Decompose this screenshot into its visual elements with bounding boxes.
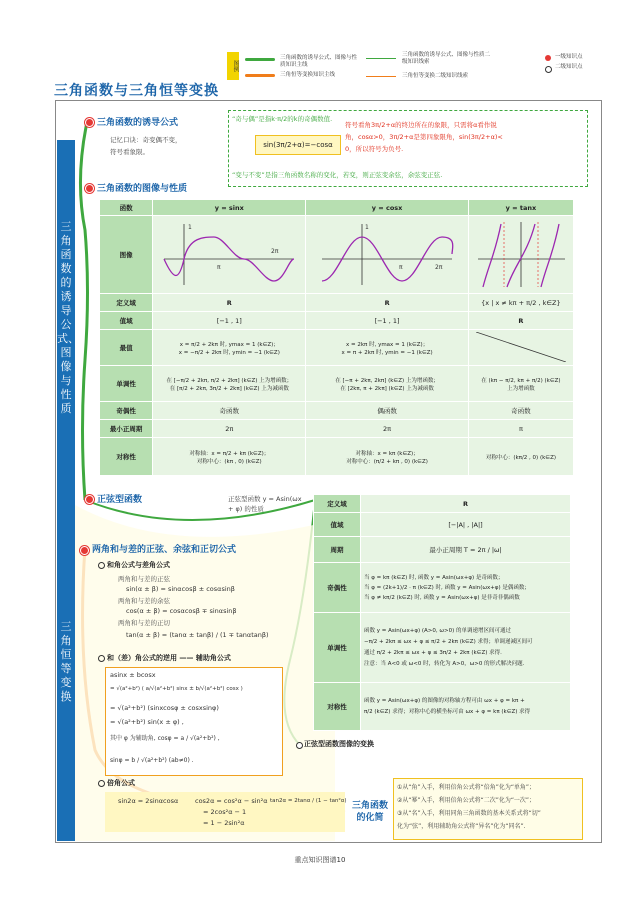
level1-dot-icon — [545, 55, 551, 61]
cos-extremum: x = 2kπ 时, ymax = 1 (k∈Z)； x = π + 2kπ 时, ymin = −1 (k∈Z) — [306, 330, 468, 366]
node-sum-sub2-icon — [98, 655, 105, 662]
sum-l3: 两角和与差的正切 — [118, 619, 170, 627]
legend-line-sub-green — [366, 58, 396, 59]
aux-a1: asinx ± bcosx — [110, 671, 156, 679]
svg-text:π: π — [399, 263, 403, 271]
row-label-parity: 奇偶性 — [100, 402, 153, 420]
node-double-angle-icon — [98, 780, 105, 787]
sum-f3: tan(α ± β) = (tanα ± tanβ) / (1 ∓ tanαtanβ) — [126, 631, 269, 639]
double-angle-title: 倍角公式 — [107, 779, 135, 787]
induction-example: sin(3π/2+α)=−cosα — [255, 135, 341, 155]
sine-row-value-2: 最小正周期 T = 2π / |ω| — [361, 537, 571, 563]
legend-line-main-green — [245, 58, 275, 61]
tan-curve-icon — [475, 219, 567, 289]
tan-symmetry: 对称中心：(kπ/2 , 0) (k∈Z) — [468, 438, 573, 476]
row-label-extremum: 最值 — [100, 330, 153, 366]
tan-parity: 奇函数 — [468, 402, 573, 420]
sine-row-value-4: 函数 y = Asin(ωx+φ) (A>0, ω>0) 的单调递增区间可通过 −π/2 + 2kπ ≤ ωx + φ ≤ π/2 + 2kπ (k∈Z) 求得；单调递减区间可 通过 π/2 + 2kπ ≤ ωx + φ ≤ 3π/2 + 2kπ (k∈Z) 求得. 注意：当 A<0 或 ω<0 时，转化为 A>0，ω>0 的形式解决问题. — [361, 613, 571, 683]
sum-sub1: 和角公式与差角公式 — [107, 561, 170, 569]
sum-l2: 两角和与差的余弦 — [118, 597, 170, 605]
mnemonic-line1: 记忆口诀：奇变偶不变， — [110, 136, 182, 144]
legend-text-1: 三角函数的诱导公式、图像与性质知识主线 — [280, 55, 358, 68]
page-footer: 重点知识图谱10 — [294, 856, 346, 864]
cos-period: 2π — [306, 420, 468, 438]
table-header-func: 函数 — [100, 200, 153, 216]
sine-row-value-5: 函数 y = Asin(ωx+φ) 的图像的对称轴方程可由 ωx + φ = kπ + π/2 (k∈Z) 求得；对称中心的横坐标可由 ωx + φ = kπ (k∈Z) 求得 — [361, 683, 571, 731]
cos-graph — [306, 216, 468, 294]
sine-row-label-4: 单调性 — [314, 613, 361, 683]
induction-note2-1: 符号看角3π/2+α的终边所在的象限，只需将α看作锐 — [345, 121, 497, 129]
sin-graph — [153, 216, 306, 294]
table-header-cos: y = cosx — [306, 200, 468, 216]
simplify-note1: ①从“角”入手，利用倍角公式将“倍角”化为“单角”； — [397, 784, 536, 791]
sine-row-value-3: 当 φ = kπ (k∈Z) 时, 函数 y = Asin(ωx+φ) 是奇函数； 当 φ = (2k+1)/2 · π (k∈Z) 时, 函数 y = Asin(ωx+φ) 是偶函数； 当 φ ≠ kπ/2 (k∈Z) 时, 函数 y = Asin(ωx+φ) 是非奇非偶函数 — [361, 563, 571, 613]
section-sum-diff: 两角和与差的正弦、余弦和正切公式 — [92, 545, 237, 555]
simplify-note4: 化为“弦”，利用辅助角公式将“异名”化为“同名”. — [397, 823, 526, 830]
svg-text:2π: 2π — [435, 263, 443, 271]
sin-symmetry: 对称轴：x = π/2 + kπ (k∈Z)； 对称中心：(kπ , 0) (k∈Z) — [153, 438, 306, 476]
sine-row-label-5: 对称性 — [314, 683, 361, 731]
induction-note2-3: 0，所以符号为负号. — [345, 145, 404, 153]
node-sum-sub1-icon — [98, 562, 105, 569]
double-d5: tan2α = 2tanα / (1 − tan²α) — [270, 798, 347, 804]
mnemonic-line2: 符号看象限。 — [110, 148, 149, 156]
tan-range: R — [468, 312, 573, 330]
induction-note2-2: 角，cosα>0，3π/2+α是第四象限角，sin(3π/2+α)< — [345, 133, 503, 141]
section-graph: 三角函数的图像与性质 — [97, 184, 188, 194]
level2-dot-icon — [545, 66, 552, 73]
induction-note1: “奇与偶”是指k·π/2的k的奇偶数值. — [232, 115, 333, 123]
tan-graph — [468, 216, 573, 294]
sin-domain: R — [153, 294, 306, 312]
aux-a5: 其中 φ 为辅助角, cosφ = a / √(a²+b²) , — [110, 735, 220, 742]
row-label-monotonic: 单调性 — [100, 366, 153, 402]
aux-a2: = √(a²+b²) ( a/√(a²+b²) sinx ± b/√(a²+b²) cosx ) — [110, 686, 243, 692]
node-sine-transform-icon — [296, 742, 303, 749]
svg-text:π: π — [217, 263, 221, 271]
sine-row-value-0: R — [361, 495, 571, 513]
legend-text-4: 三角恒等变换二级知识线索 — [402, 73, 469, 79]
aux-a3: = √(a²+b²) (sinxcosφ ± cosxsinφ) — [110, 704, 219, 712]
tan-extremum — [468, 330, 573, 366]
simplify-note3: ③从“名”入手，利用同角三角函数的基本关系式将“切” — [397, 810, 541, 817]
double-d4: = 1 − 2sin²α — [203, 819, 245, 827]
node-induction-icon — [85, 118, 94, 127]
sine-transform-label: 正弦型函数图像的变换 — [304, 740, 374, 748]
cos-parity: 偶函数 — [306, 402, 468, 420]
sin-parity: 奇函数 — [153, 402, 306, 420]
node-sum-diff-icon — [80, 546, 89, 555]
legend-level1: 一级知识点 — [555, 54, 583, 60]
legend-level2: 二级知识点 — [555, 64, 583, 70]
sin-curve-icon — [159, 219, 299, 289]
double-d3: = 2cos²α − 1 — [203, 808, 247, 816]
table-header-sin: y = sinx — [153, 200, 306, 216]
double-d2: cos2α = cos²α − sin²α — [195, 797, 268, 805]
svg-text:1: 1 — [188, 223, 193, 231]
sine-row-label-0: 定义域 — [314, 495, 361, 513]
legend-text-2: 三角函数的诱导公式、图像与性质二级知识线索 — [402, 52, 491, 65]
row-label-domain: 定义域 — [100, 294, 153, 312]
legend-text-3: 三角恒等变换知识主线 — [280, 72, 336, 78]
row-label-graph: 图像 — [100, 216, 153, 294]
cos-symmetry: 对称轴：x = kπ (k∈Z)； 对称中心：(π/2 + kπ , 0) (k∈Z) — [306, 438, 468, 476]
sine-row-label-1: 值域 — [314, 513, 361, 537]
sin-period: 2π — [153, 420, 306, 438]
svg-text:2π: 2π — [271, 247, 279, 255]
node-sine-type-icon — [85, 495, 94, 504]
double-d1: sin2α = 2sinαcosα — [118, 797, 179, 805]
sum-l1: 两角和与差的正弦 — [118, 575, 170, 583]
tan-period: π — [468, 420, 573, 438]
sidebar-bottom: 三角恒等变换 — [57, 460, 75, 841]
section-induction: 三角函数的诱导公式 — [97, 118, 179, 128]
cos-monotonic: 在 [−π + 2kπ, 2kπ] (k∈Z) 上为增函数； 在 [2kπ, π + 2kπ] (k∈Z) 上为减函数 — [306, 366, 468, 402]
aux-a6: sinφ = b / √(a²+b²) (ab≠0) . — [110, 757, 194, 764]
row-label-period: 最小正周期 — [100, 420, 153, 438]
sine-type-label: 正弦型函数 y = Asin(ωx + φ) 的性质 — [228, 495, 302, 513]
section-simplify: 三角函数的化简 — [351, 801, 388, 823]
svg-text:1: 1 — [365, 223, 369, 231]
sine-type-table — [313, 494, 571, 731]
sum-f1: sin(α ± β) = sinαcosβ ± cosαsinβ — [126, 585, 235, 593]
node-graph-icon — [85, 184, 94, 193]
table-header-tan: y = tanx — [468, 200, 573, 216]
tan-monotonic: 在 (kπ − π/2, kπ + π/2) (k∈Z) 上为增函数 — [468, 366, 573, 402]
none-slash-icon — [476, 332, 566, 362]
sine-row-label-2: 周期 — [314, 537, 361, 563]
legend-line-sub-orange — [366, 76, 396, 77]
sum-sub2: 和（差）角公式的逆用 —— 辅助角公式 — [107, 654, 231, 662]
row-label-range: 值域 — [100, 312, 153, 330]
tan-domain: {x | x ≠ kπ + π/2 , k∈Z} — [468, 294, 573, 312]
cos-curve-icon — [317, 219, 457, 289]
sin-extremum: x = π/2 + 2kπ 时, ymax = 1 (k∈Z)； x = −π/2 + 2kπ 时, ymin = −1 (k∈Z) — [153, 330, 306, 366]
page-title: 三角函数与三角恒等变换 — [54, 83, 219, 99]
sin-monotonic: 在 [−π/2 + 2kπ, π/2 + 2kπ] (k∈Z) 上为增函数； 在 [π/2 + 2kπ, 3π/2 + 2kπ] (k∈Z) 上为减函数 — [153, 366, 306, 402]
legend-tag: 图例 — [227, 52, 239, 80]
simplify-note2: ②从“幂”入手，利用倍角公式将“二次”化为“一次”； — [397, 797, 536, 804]
legend-line-main-orange — [245, 74, 275, 77]
sine-row-value-1: [−|A| , |A|] — [361, 513, 571, 537]
sin-range: [−1 , 1] — [153, 312, 306, 330]
cos-domain: R — [306, 294, 468, 312]
sum-f2: cos(α ± β) = cosαcosβ ∓ sinαsinβ — [126, 607, 237, 615]
aux-a4: = √(a²+b²) sin(x ± φ) , — [110, 718, 184, 726]
sine-row-label-3: 奇偶性 — [314, 563, 361, 613]
section-sine-type: 正弦型函数 — [97, 495, 143, 505]
row-label-symmetry: 对称性 — [100, 438, 153, 476]
trig-table — [99, 199, 574, 476]
induction-note3: “变与不变”是指三角函数名称的变化，若变，则正弦变余弦，余弦变正弦. — [232, 171, 443, 179]
cos-range: [−1 , 1] — [306, 312, 468, 330]
sidebar-top: 三角函数的诱导公式、图像与性质 — [57, 140, 75, 460]
